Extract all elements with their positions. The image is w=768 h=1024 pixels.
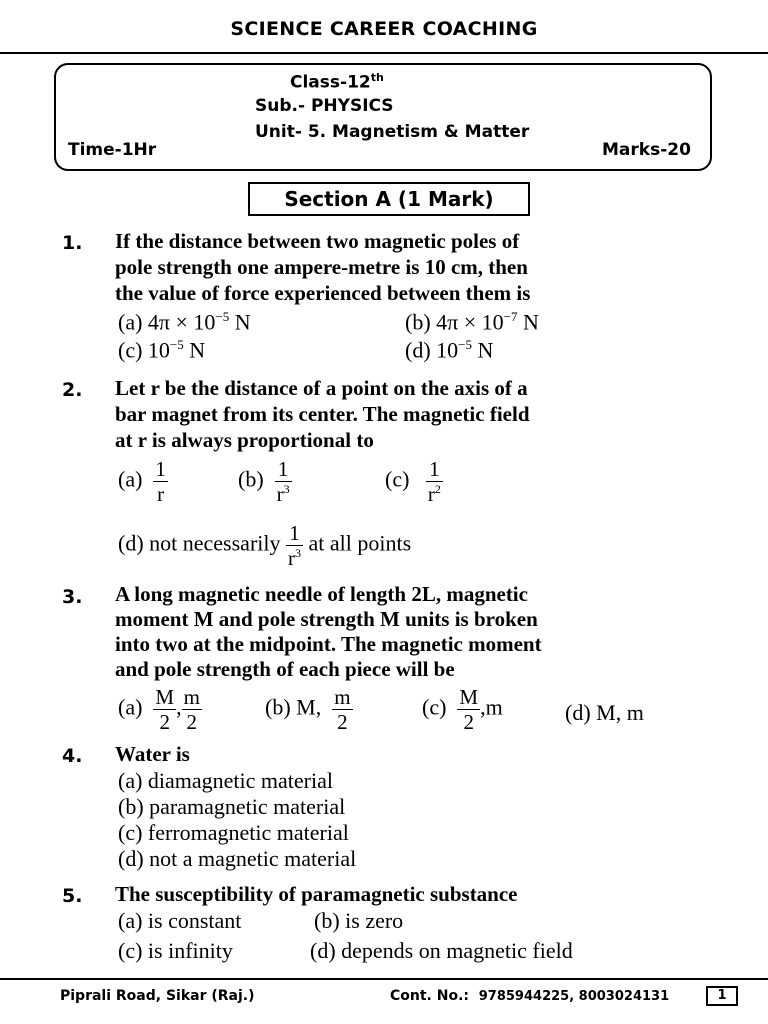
option-a: (a) $\frac{M}{2}$ , $\frac{m}{2}$ — [118, 685, 200, 735]
question-number: 5. — [62, 885, 83, 907]
question-text-line: moment M and pole strength M units is broken — [115, 607, 538, 631]
question-text-line: at r is always proportional to — [115, 428, 374, 452]
fraction: $\frac{m}{2}$ — [334, 685, 351, 735]
unit-label: Unit- 5. Magnetism & Matter — [255, 122, 530, 142]
footer-contact: Cont. No.: 9785944225, 8003024131 — [390, 988, 670, 1004]
subject-label: Sub.- PHYSICS — [255, 96, 394, 116]
fraction: $\frac{M}{2}$ — [155, 685, 175, 735]
question-text-line: bar magnet from its center. The magnetic field — [115, 402, 530, 426]
option-c: (c) ferromagnetic material — [118, 820, 349, 845]
option-d: (d) not necessarily $\frac{1}{r^3}$ at all points — [118, 521, 412, 571]
question-text-line: Let r be the distance of a point on the axis of a — [115, 376, 528, 400]
option-b: (b) $4\pi \times 10^{-7}$ N — [405, 309, 539, 335]
question-text-line: and pole strength of each piece will be — [115, 657, 455, 681]
question-text-line: the value of force experienced between them is — [115, 281, 531, 305]
option-b: (b) M, $\frac{m}{2}$ — [265, 685, 351, 735]
question-text-line: If the distance between two magnetic poles of — [115, 229, 520, 253]
option-a: (a) $\frac{1}{r}$ — [118, 457, 166, 507]
fraction: $\frac{1}{r^3}$ — [288, 521, 301, 571]
option-a: (a) $4\pi \times 10^{-5}$ N — [118, 309, 251, 335]
option-d: (d) depends on magnetic field — [310, 938, 573, 963]
fraction: $\frac{m}{2}$ — [183, 685, 200, 735]
option-b: (b) paramagnetic material — [118, 794, 346, 819]
header-divider — [0, 52, 768, 54]
fraction: $\frac{1}{r^2}$ — [427, 457, 441, 507]
question-number: 1. — [62, 232, 83, 254]
question-number: 3. — [62, 586, 83, 608]
question-text-line: into two at the midpoint. The magnetic moment — [115, 632, 542, 656]
option-c: (c) $\frac{M}{2}$ ,m — [422, 685, 503, 735]
question-text-line: A long magnetic needle of length 2L, magnetic — [115, 582, 528, 606]
option-c: (c) $10^{-5}$ N — [118, 337, 206, 363]
institute-name: SCIENCE CAREER COACHING — [230, 18, 538, 40]
footer-address: Piprali Road, Sikar (Raj.) — [60, 988, 255, 1004]
fraction: $\frac{1}{r}$ — [155, 457, 166, 507]
section-title: Section A (1 Mark) — [248, 182, 530, 216]
option-c: (c) is infinity — [118, 938, 233, 963]
footer-divider — [0, 978, 768, 980]
option-d: (d) M, m — [565, 700, 644, 725]
fraction: $\frac{M}{2}$ — [459, 685, 479, 735]
marks-label: Marks-20 — [602, 140, 691, 160]
option-c: (c) $\frac{1}{r^2}$ — [385, 457, 441, 507]
question-text-line: The susceptibility of paramagnetic substance — [115, 882, 518, 906]
option-d: (d) $10^{-5}$ N — [405, 337, 494, 363]
question-text-line: Water is — [115, 742, 190, 766]
option-d: (d) not a magnetic material — [118, 846, 357, 871]
page-number: 1 — [706, 986, 738, 1006]
option-a: (a) diamagnetic material — [118, 768, 333, 793]
class-label: Class-12th — [290, 71, 384, 93]
time-label: Time-1Hr — [68, 140, 157, 160]
question-number: 2. — [62, 379, 83, 401]
question-number: 4. — [62, 745, 83, 767]
question-text-line: pole strength one ampere-metre is 10 cm, then — [115, 255, 528, 279]
option-b: (b) is zero — [314, 908, 404, 933]
option-a: (a) is constant — [118, 908, 242, 933]
fraction: $\frac{1}{r^3}$ — [276, 457, 290, 507]
option-b: (b) $\frac{1}{r^3}$ — [238, 457, 290, 507]
